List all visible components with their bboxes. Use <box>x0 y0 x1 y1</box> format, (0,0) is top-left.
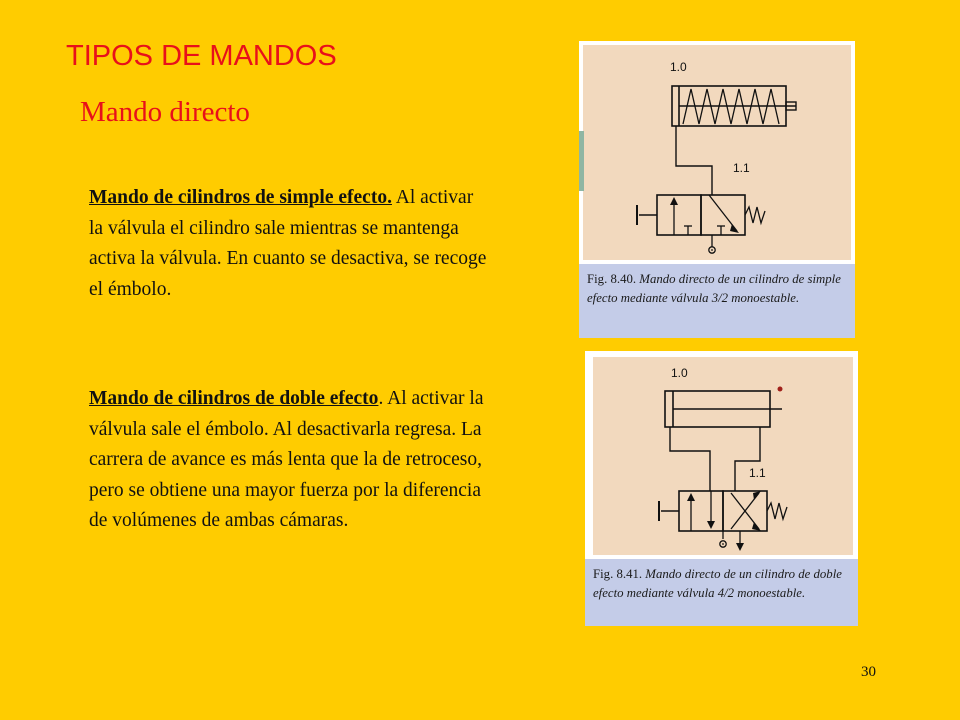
figure-number: Fig. 8.41. <box>593 567 643 581</box>
supply-dot <box>722 543 724 545</box>
section-simple-efecto <box>89 183 489 305</box>
section-heading-suffix: . <box>378 388 384 409</box>
slide-title: TIPOS DE MANDOS <box>66 40 337 72</box>
valve-label: 1.1 <box>733 161 750 175</box>
pneumatic-diagram-simple <box>579 41 855 264</box>
cylinder-label: 1.0 <box>670 60 687 74</box>
figure-diagram <box>579 41 855 264</box>
pneumatic-diagram-doble <box>585 351 858 559</box>
section-heading: Mando de cilindros de simple efecto. <box>89 187 392 208</box>
figure-caption <box>579 264 855 338</box>
page-number: 30 <box>861 664 876 680</box>
cylinder-label: 1.0 <box>671 366 688 380</box>
figure-simple-efecto <box>579 41 855 338</box>
section-body: Al activar la válvula sale el émbolo. Al desactivarla regresa. La carrera de avance es más lenta que la de retroceso, pero se obtiene una mayor fuerza por la diferencia de volúmenes de ambas cámaras. <box>89 388 484 532</box>
figure-caption <box>585 559 858 626</box>
supply-dot <box>711 249 713 251</box>
figure-caption-text: Mando directo de un cilindro de simple efecto mediante válvula 3/2 monoestable. <box>587 272 841 305</box>
figure-diagram <box>585 351 858 559</box>
diagram-panel <box>583 45 851 260</box>
figure-caption-text: Mando directo de un cilindro de doble efecto mediante válvula 4/2 monoestable. <box>593 567 842 600</box>
figure-number: Fig. 8.40. <box>587 272 637 286</box>
section-body: Al activar la válvula el cilindro sale mientras se mantenga activa la válvula. En cuanto se desactiva, se recoge el émbolo. <box>89 187 487 300</box>
section-heading: Mando de cilindros de doble efecto <box>89 388 379 409</box>
edge-shadow <box>579 131 584 191</box>
figure-doble-efecto <box>585 351 858 626</box>
section-doble-efecto <box>89 384 489 537</box>
valve-label: 1.1 <box>749 466 766 480</box>
slide-subtitle: Mando directo <box>80 96 250 128</box>
